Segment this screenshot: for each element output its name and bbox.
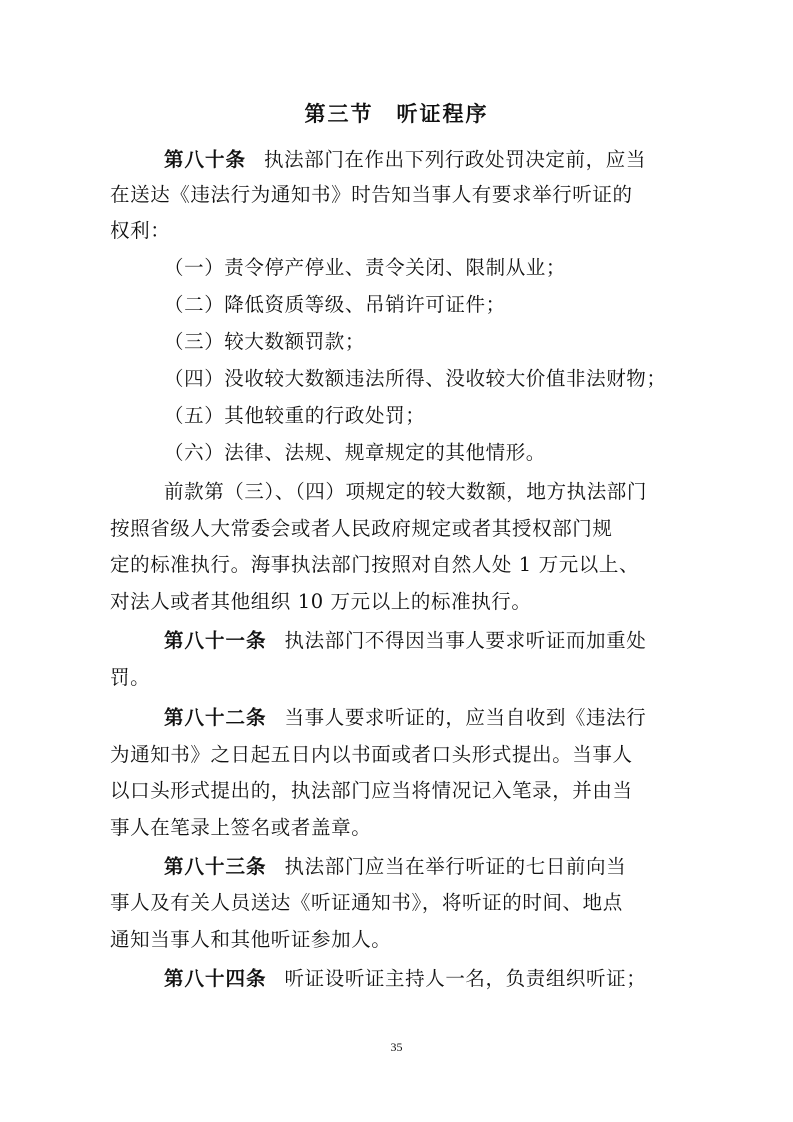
- article-80-line-3: 权利：: [110, 219, 171, 242]
- article-80-number: 第八十条: [164, 148, 247, 171]
- article-84-text-1: 听证设听证主持人一名，负责组织听证；: [284, 967, 647, 990]
- article-80-item-5: （五）其他较重的行政处罚；: [164, 404, 426, 427]
- article-84-number: 第八十四条: [164, 967, 267, 990]
- article-80-para-line-4: 对法人或者其他组织 10 万元以上的标准执行。: [110, 590, 532, 613]
- article-80-para-line-3: 定的标准执行。海事执法部门按照对自然人处 1 万元以上、: [110, 553, 640, 576]
- article-80-para-line-1: 前款第（三）、（四）项规定的较大数额，地方执法部门: [164, 480, 648, 503]
- article-83-line-3: 通知当事人和其他听证参加人。: [110, 928, 392, 951]
- article-82-line-3: 以口头形式提出的，执法部门应当将情况记入笔录，并由当: [110, 779, 633, 802]
- article-80-para-line-2: 按照省级人大常委会或者人民政府规定或者其授权部门规: [110, 517, 613, 540]
- article-80-item-6: （六）法律、法规、规章规定的其他情形。: [164, 441, 546, 464]
- article-82-line-4: 事人在笔录上签名或者盖章。: [110, 816, 372, 839]
- article-80-item-4: （四）没收较大数额违法所得、没收较大价值非法财物；: [164, 367, 667, 390]
- page-number: 35: [390, 1040, 403, 1054]
- article-83-line-2: 事人及有关人员送达《听证通知书》，将听证的时间、地点: [110, 891, 623, 914]
- article-82-line-1: [164, 705, 646, 731]
- article-82-text-1: 当事人要求听证的，应当自收到《违法行: [284, 706, 647, 729]
- article-83-text-1: 执法部门应当在举行听证的七日前向当: [284, 855, 627, 878]
- article-81-line-2: 罚。: [110, 666, 151, 689]
- article-81-number: 第八十一条: [164, 629, 267, 652]
- article-80-item-3: （三）较大数额罚款；: [164, 330, 366, 353]
- article-81-text-1: 执法部门不得因当事人要求听证而加重处: [284, 629, 647, 652]
- article-80-line-2: 在送达《违法行为通知书》时告知当事人有要求举行听证的: [110, 183, 633, 206]
- article-81-line-1: [164, 628, 646, 654]
- article-83-number: 第八十三条: [164, 855, 267, 878]
- article-84-line-1: [164, 966, 646, 992]
- article-83-line-1: [164, 854, 626, 880]
- article-82-line-2: 为通知书》之日起五日内以书面或者口头形式提出。当事人: [110, 743, 633, 766]
- section-title: 第三节 听证程序: [304, 101, 489, 126]
- article-80-line-1: [164, 147, 646, 173]
- article-80-text-1: 执法部门在作出下列行政处罚决定前，应当: [264, 148, 646, 171]
- article-82-number: 第八十二条: [164, 706, 267, 729]
- article-80-item-2: （二）降低资质等级、吊销许可证件；: [164, 293, 506, 316]
- article-80-item-1: （一）责令停产停业、责令关闭、限制从业；: [164, 256, 567, 279]
